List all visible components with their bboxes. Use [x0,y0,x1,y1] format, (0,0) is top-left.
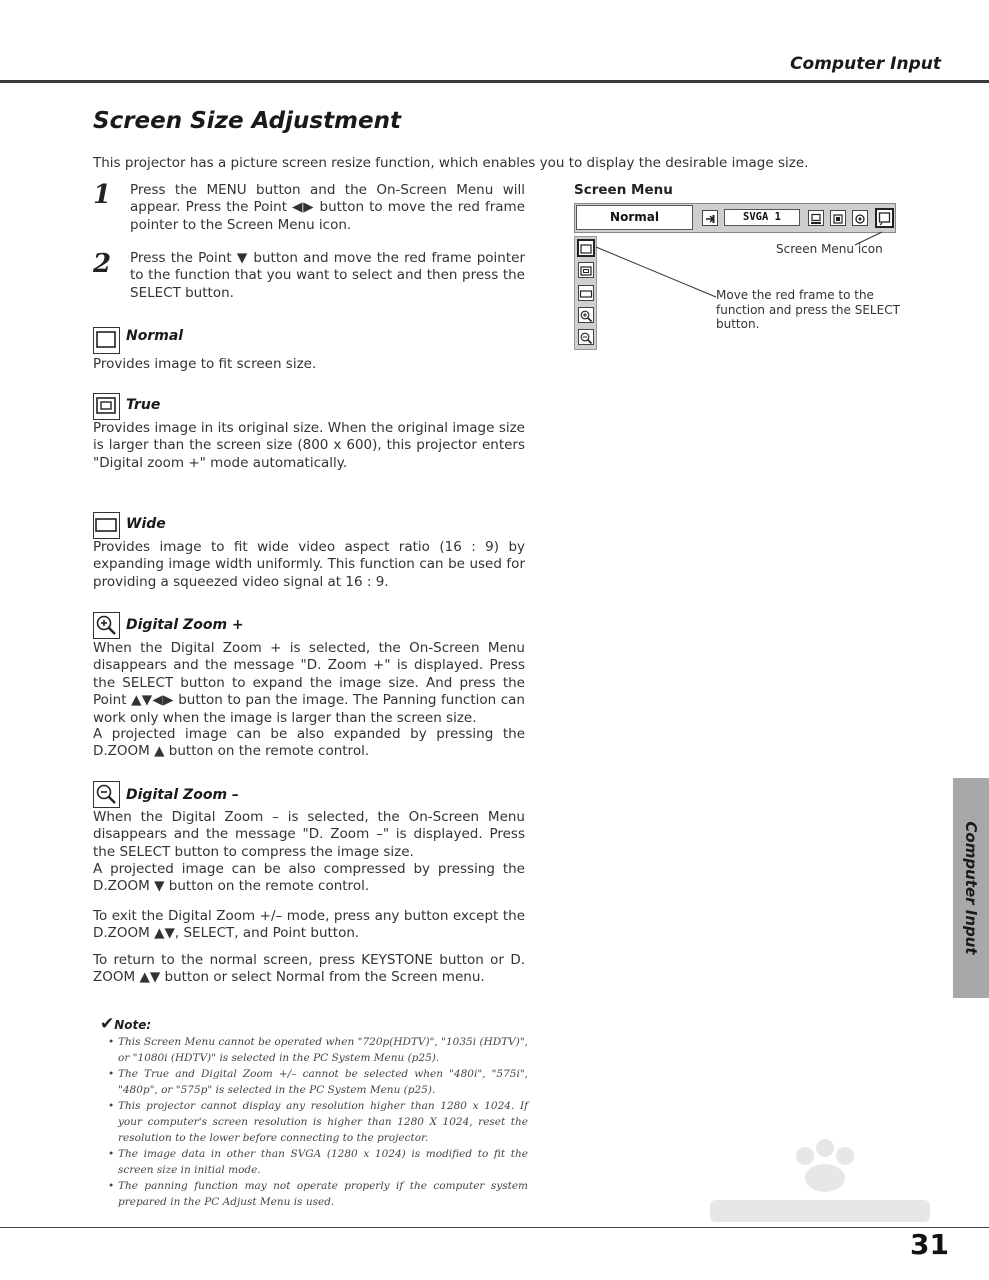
section-title-normal: Normal [126,328,184,344]
footer-rule [0,1227,989,1228]
note-item: • The image data in other than SVGA (1280 x 1024) is modified to fit the screen size in initial mode. [108,1146,528,1178]
zoom-in-menu-icon[interactable] [578,307,594,323]
return-normal-text: To return to the normal screen, press KEYSTONE button or D. ZOOM ▲▼ button or select Normal from the Screen menu. [93,952,525,986]
section-text-true: Provides image in its original size. When the original image size is larger than the screen size (800 x 600), this projector enters "Digital zoom +" mode automatically. [93,420,525,471]
section-text-wide: Provides image to fit wide video aspect ratio (16 : 9) by expanding image width uniformly. This function can be used for providing a squeezed video signal at 16 : 9. [93,539,525,590]
input-icon [702,210,718,226]
wide-icon [93,512,120,539]
step-2-number: 2 [93,249,112,279]
header-rule [0,80,989,83]
note-item: • The True and Digital Zoom +/– cannot be selected when "480i", "575i", "480p", or "575p" is selected in the PC System Menu (p25). [108,1066,528,1098]
image-adjust-icon [852,210,868,226]
side-tab [953,778,989,998]
note-list [108,1034,528,1210]
step-2-text: Press the Point ▼ button and move the red frame pointer to the function that you want to select and then press the SELECT button. [130,250,525,301]
true-icon [93,393,120,420]
normal-icon [93,327,120,354]
callout-move-red-frame: Move the red frame to the function and press the SELECT button. [716,288,900,331]
section-title-wide: Wide [126,516,166,532]
image-select-icon [830,210,846,226]
note-item: • This projector cannot display any resolution higher than 1280 x 1024. If your computer's screen resolution is higher than 1280 X 1024, reset the resolution to the lower before connecting to the projector. [108,1098,528,1146]
header-section-title: Computer Input [790,54,941,74]
note-item: • The panning function may not operate properly if the computer system prepared in the PC Adjust Menu is used. [108,1178,528,1210]
section-title-zoom-in: Digital Zoom + [126,617,244,633]
checkmark-icon: ✔ [100,1014,115,1034]
section-text-zoom-in: When the Digital Zoom + is selected, the On-Screen Menu disappears and the message "D. Zoom +" is displayed. Press the SELECT button to expand the image size. And press the Point ▲▼◀▶ button to pan the image. The Panning function can work only when the image is larger than the screen size. [93,640,525,726]
zoom-out-menu-icon[interactable] [578,329,594,345]
section-text-zoom-in-remote: A projected image can be also expanded by pressing the D.ZOOM ▲ button on the remote control. [93,726,525,760]
callout-screen-menu-icon: Screen Menu icon [776,242,883,256]
zoom-in-icon [93,612,120,639]
section-text-zoom-out-remote: A projected image can be also compressed by pressing the D.ZOOM ▼ button on the remote control. [93,861,525,895]
watermark-logo [700,1128,940,1238]
note-item: • This Screen Menu cannot be operated when "720p(HDTV)", "1035i (HDTV)", or "1080i (HDTV)" is selected in the PC System Menu (p25). [108,1034,528,1066]
step-1-text: Press the MENU button and the On-Screen Menu will appear. Press the Point ◀▶ button to move the red frame pointer to the Screen Menu icon. [130,182,525,233]
menu-mode-display: Normal [576,205,693,230]
section-title-zoom-out: Digital Zoom – [126,787,239,803]
menu-source-display: SVGA 1 [724,209,800,226]
zoom-out-icon [93,781,120,808]
exit-zoom-text: To exit the Digital Zoom +/– mode, press any button except the D.ZOOM ▲▼, SELECT, and Point button. [93,908,525,942]
pc-adjust-icon [808,210,824,226]
side-tab-label: Computer Input [962,821,980,955]
section-title-true: True [126,397,161,413]
section-text-zoom-out: When the Digital Zoom – is selected, the On-Screen Menu disappears and the message "D. Zoom –" is displayed. Press the SELECT button to compress the image size. [93,809,525,860]
step-1-number: 1 [93,180,112,210]
screen-menu-label: Screen Menu [574,182,673,198]
section-text-normal: Provides image to fit screen size. [93,356,317,372]
page-number: 31 [910,1228,949,1261]
intro-text: This projector has a picture screen resize function, which enables you to display the desirable image size. [93,155,809,171]
page-title: Screen Size Adjustment [93,108,401,134]
note-title: ✔Note: [100,1014,152,1034]
